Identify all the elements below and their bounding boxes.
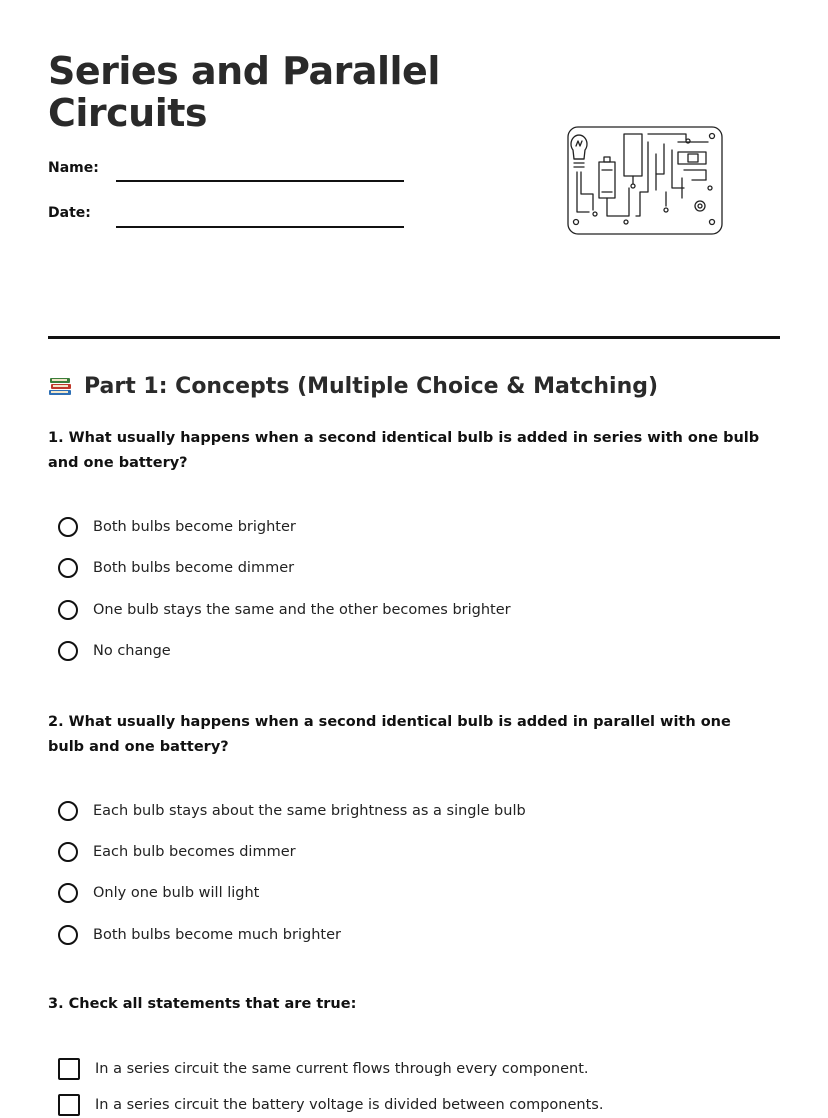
question-1-option-4[interactable] (58, 639, 171, 663)
option-label: Both bulbs become brighter (93, 519, 296, 535)
radio-button[interactable] (58, 925, 78, 945)
date-field[interactable] (116, 226, 404, 228)
question-3-option-2[interactable] (58, 1093, 603, 1117)
part1-heading (48, 374, 658, 399)
question-3-option-1[interactable] (58, 1057, 589, 1081)
option-label: Each bulb stays about the same brightness as a single bulb (93, 803, 526, 819)
question-2-option-2[interactable] (58, 840, 296, 864)
question-1-option-3[interactable] (58, 598, 511, 622)
circuit-board-icon (560, 122, 730, 240)
radio-button[interactable] (58, 558, 78, 578)
books-icon (48, 375, 74, 399)
option-label: Both bulbs become dimmer (93, 560, 295, 576)
question-2: 2. What usually happens when a second identical bulb is added in parallel with one bulb and one battery? (48, 714, 731, 755)
radio-button[interactable] (58, 641, 78, 661)
part1-heading-text: Part 1: Concepts (Multiple Choice & Matching) (84, 374, 659, 399)
option-label: Only one bulb will light (93, 885, 260, 901)
option-label: One bulb stays the same and the other becomes brighter (93, 602, 511, 618)
worksheet-page (48, 0, 780, 1118)
section-divider (48, 336, 780, 339)
date-label: Date: (48, 205, 91, 221)
question-1: 1. What usually happens when a second identical bulb is added in series with one bulb and one battery? (48, 430, 760, 471)
question-1-option-1[interactable] (58, 515, 296, 539)
radio-button[interactable] (58, 801, 78, 821)
option-label: In a series circuit the battery voltage is divided between components. (95, 1097, 604, 1113)
checkbox[interactable] (58, 1094, 80, 1116)
radio-button[interactable] (58, 600, 78, 620)
option-label: No change (93, 643, 171, 659)
radio-button[interactable] (58, 842, 78, 862)
page-title: Series and Parallel Circuits (48, 49, 440, 135)
option-label: Each bulb becomes dimmer (93, 844, 296, 860)
option-label: In a series circuit the same current flows through every component. (95, 1061, 589, 1077)
checkbox[interactable] (58, 1058, 80, 1080)
name-label: Name: (48, 160, 99, 176)
option-label: Both bulbs become much brighter (93, 927, 341, 943)
question-1-option-2[interactable] (58, 556, 294, 580)
radio-button[interactable] (58, 517, 78, 537)
radio-button[interactable] (58, 883, 78, 903)
question-2-option-3[interactable] (58, 881, 259, 905)
question-3: 3. Check all statements that are true: (48, 996, 357, 1012)
question-2-option-4[interactable] (58, 923, 341, 947)
name-field[interactable] (116, 180, 404, 182)
question-2-option-1[interactable] (58, 799, 526, 823)
